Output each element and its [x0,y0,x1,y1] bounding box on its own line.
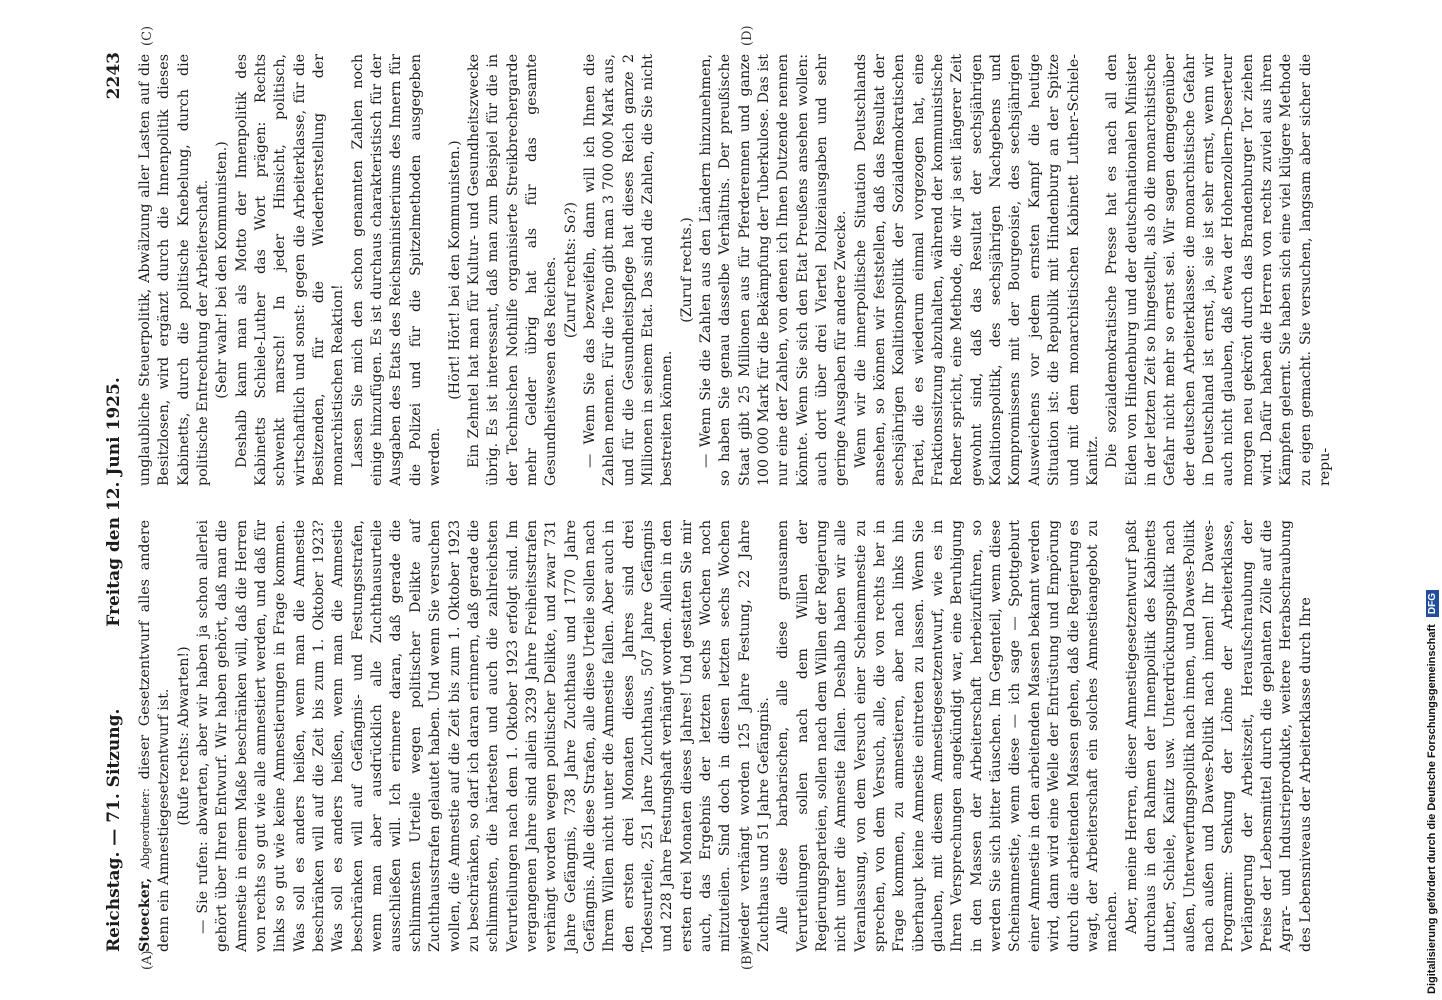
speaker-name: Stoecker, [137,877,153,952]
speaker-continuation: dieser Gesetzentwurf alles andere denn ein Amnestiegesetzentwurf ist. [137,520,173,952]
credit-text: Digitalisierung gefördert durch die Deutsche Forschungsgemeinschaft [1426,624,1438,994]
header-date: Freitag den 12. Juni 1925. [104,377,124,627]
paragraph: Die sozialdemokratische Presse hat es nach all den Eiden von Hindenburg und der deutschnationalen Minister in der letzten Zeit so hingestellt, als ob die monarchistische Gefahr nicht mehr so ernst sei. Wir sagen demgegenüber der deutschen Arbeiterklasse: die monarchistische Gefahr in Deutschland ist ernst, ja, sie ist sehr ernst, wenn wir auch nicht glauben, daß etwa der Hohenzollern-Deserteur morgen neu gekrönt durch das Brandenburger Tor ziehen wird. Dafür haben die Herren von rechts zuviel aus ihren Kämpfen gelernt. Sie haben sich eine viel klügere Methode zu eigen gemacht. Sie versuchen, langsam aber sicher die repu- [1104,54,1333,486]
paragraph: Deshalb kann man als Motto der Innenpolitik des Kabinetts Schiele-Luther das Wort prägen: Rechts schwenkt marsch! In jeder Hinsicht, politisch, wirtschaftlich und sonst: gegen die Arbeiterklasse, für die Besitzenden, für die Wiederherstellung der monarchistischen Reaktion! [233,54,347,486]
dfg-logo-icon: DFG [1426,590,1439,617]
paragraph: — Wenn Sie die Zahlen aus den Ländern hinzunehmen, so haben Sie genau dasselbe Verhältnis. Der preußische Staat gibt 25 Millionen aus für Pferderennen und ganze 100 000 Mark für die Bekämpfung der Tuberkulose. Das ist nur eine der Zahlen, von denen ich Ihnen Dutzende nennen könnte. Wenn Sie sich den Etat Preußens ansehen wollen: auch dort über drei Viertel Polizeiausgaben und sehr geringe Ausgaben für andere Zwecke. [697,54,850,486]
interjection: (Zuruf rechts.) [678,217,695,323]
speaker-line [136,520,175,952]
paragraph: Aber, meine Herren, dieser Amnestiegesetzentwurf paßt durchaus in den Rahmen der Innenpolitik des Kabinetts Luther, Schiele, Kanitz usw. Unterdrückungspolitik nach außen, Unterwerfungspolitik nach innen, und Dawes-Politik nach außen und Dawes-Politik nach innen! Ihr Dawes-Programm: Senkung der Löhne der Arbeiterklasse, Verlängerung der Arbeitszeit, Heraufschraubung der Preise der Lebensmittel durch die geplanten Zölle auf die Agrar- und Industrieprodukte, weitere Herabschraubung des Lebensniveaus der Arbeiterklasse durch Ihre [1123,520,1314,952]
marker-c: (C) [140,25,155,46]
interjection: (Hört! Hört! bei den Kommunisten.) [446,140,463,400]
paragraph: Ein Zehntel hat man für Kultur- und Gesundheitszwecke übrig. Es ist interessant, daß man zum Beispiel für die in der Technischen Nothilfe organisierte Streikbrechergarde mehr Gelder übrig hat als für das gesamte Gesundheitswesen des Reiches. [465,54,560,486]
interjection: (Sehr wahr! bei den Kommunisten.) [214,141,231,399]
marker-d: (D) [740,25,755,46]
marker-a: (A) [140,950,155,970]
dfg-credit [1426,4,1442,994]
header-page-number: 2243 [104,52,124,100]
rotated-newspaper-sheet [100,25,1360,970]
paragraph: Alle diese barbarischen, alle diese grausamen Verurteilungen sollen nach dem Willen der Regierungsparteien, sollen nach dem Willen der Regierung nicht unter die Amnestie fallen. Deshalb haben wir alle Veranlassung, von dem Versuch einer Scheinamnestie zu sprechen, von dem Versuch, alle, die von rechts her in Frage kommen, zu amnestieren, aber nach links hin überhaupt keine Amnestie eintreten zu lassen. Wenn Sie glauben, mit diesem Amnestiegesetzentwurf, wie es in Ihren Versprechungen angekündigt war, eine Beruhigung in den Massen der Arbeiterschaft herbeizuführen, so werden Sie sich bitter täuschen. Im Gegenteil, wenn diese Scheinamnestie, wenn diese — ich sage — Spottgeburt einer Amnestie in den arbeitenden Massen bekannt werden wird, dann wird eine Welle der Entrüstung und Empörung durch die arbeitenden Massen gehen, daß die Regierung es wagt, der Arbeiterschaft ein solches Amnestieangebot zu machen. [775,520,1121,952]
paragraph: Wenn wir die innerpolitische Situation Deutschlands ansehen, so können wir feststellen, daß das Resultat der sechsjährigen Koalitionspolitik der Sozialdemokratischen Partei, die es wiederum einmal vorgezogen hat, eine Fraktionssitzung abzuhalten, während der kommunistische Redner spricht, eine Methode, die wir ja seit längerer Zeit gewohnt sind, daß das Resultat der sechsjährigen Koalitionspolitik, des sechsjährigen Nachgebens und Kompromissens mit der Bourgeoisie, des sechsjährigen Ausweichens vor jedem ernsten Kampf die heutige Situation ist: die Republik mit Hindenburg an der Spitze und mit dem monarchistischen Kabinett Luther-Schiele-Kanitz. [852,54,1101,486]
page-header [100,52,130,952]
left-column [136,520,1316,952]
header-session: Reichstag. — 71. Sitzung. [104,708,124,952]
speaker-role: Abgeordneter: [139,788,152,870]
paragraph: unglaubliche Steuerpolitik, Abwälzung aller Lasten auf die Besitzlosen, wird ergänzt durch die Innenpolitik dieses Kabinetts, durch die politische Knebelung, durch die politische Entrechtung der Arbeiterschaft. [137,54,212,486]
paragraph: Lassen Sie mich den schon genannten Zahlen noch einige hinzufügen. Es ist durchaus charakteristisch für der Ausgaben des Etats des Reichsministeriums des Innern für die Polizei und für die Spitzelmethoden ausgegeben werden. [349,54,444,486]
interjection: (Zuruf rechts: So?) [562,201,579,339]
right-column [136,54,1335,486]
interjection: (Rufe rechts: Abwarten!) [175,646,192,826]
paragraph: — Sie rufen: abwarten, aber wir haben ja schon allerlei gehört über Ihren Entwurf. Wir haben gehört, daß man die Amnestie in einem Maße beschränken will, daß die Herren von rechts so gut wie alle amnestiert werden, und daß für links so gut wie keine Amnestierungen in Frage kommen. Was soll es anders heißen, wenn man die Amnestie beschränken will auf die Zeit bis zum 1. Oktober 1923? Was soll es anders heißen, wenn man die Amnestie beschränken will auf Gefängnis- und Festungsstrafen, wenn man aber ausdrücklich alle Zuchthausurteile ausschließen will. Ich erinnere daran, daß gerade die schlimmsten Urteile wegen politischer Delikte auf Zuchthausstrafen gelautet haben. Und wenn Sie versuchen wollen, die Amnestie auf die Zeit bis zum 1. Oktober 1923 zu beschränken, so darf ich daran erinnern, daß gerade die schlimmsten, die härtesten und auch die zahlreichsten Verurteilungen nach dem 1. Oktober 1923 erfolgt sind. Im vergangenen Jahre sind allein 3239 Jahre Freiheitsstrafen verhängt worden wegen politischer Delikte, und zwar 731 Jahre Gefängnis, 738 Jahre Zuchthaus und 1770 Jahre Gefängnis. Alle diese Strafen, alle diese Urteile sollen nach Ihrem Willen nicht unter die Amnestie fallen. Aber auch in den ersten drei Monaten dieses Jahres sind drei Todesurteile, 251 Jahre Zuchthaus, 507 Jahre Gefängnis und 228 Jahre Festungshaft verhängt worden. Allein in den ersten drei Monaten dieses Jahres! Und gestatten Sie mir auch, das Ergebnis der letzten sechs Wochen noch mitzuteilen. Sind doch in diesen letzten sechs Wochen wieder verhängt worden 125 Jahre Festung, 22 Jahre Zuchthaus und 51 Jahre Gefängnis. [195,520,772,952]
marker-b: (B) [740,950,755,970]
paragraph: — Wenn Sie das bezweifeln, dann will ich Ihnen die Zahlen nennen. Für die Teno gibt man 3 700 000 Mark aus, und für die Gesundheitspflege hat dieses Reich ganze 2 Millionen in seinem Etat. Das sind die Zahlen, die Sie nicht bestreiten können. [581,54,676,486]
